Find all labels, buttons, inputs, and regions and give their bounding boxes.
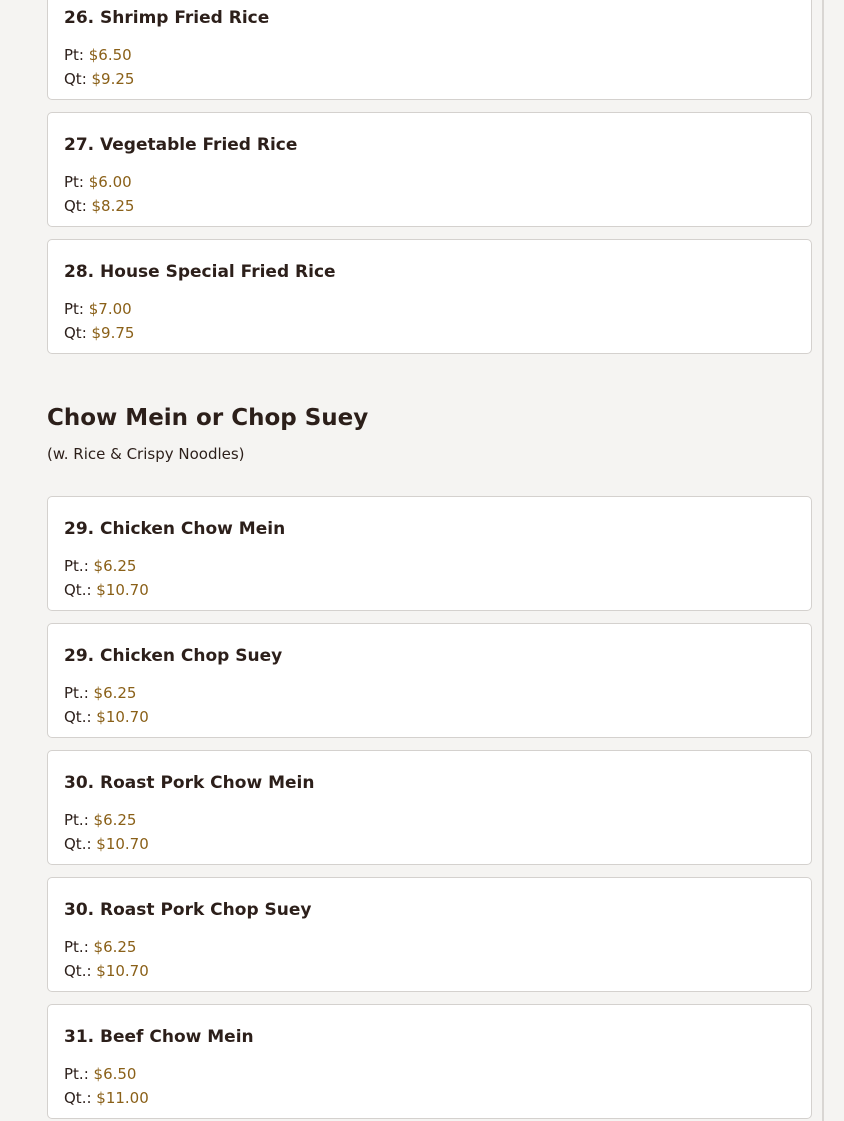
quart-label: Qt.: xyxy=(64,1089,97,1107)
menu-item-title: 31. Beef Chow Mein xyxy=(64,1027,254,1047)
quart-price-line xyxy=(64,708,149,726)
menu-item-card[interactable] xyxy=(47,496,812,611)
pint-price: $6.25 xyxy=(93,684,137,702)
menu-item-card[interactable] xyxy=(47,239,812,354)
quart-label: Qt: xyxy=(64,324,92,342)
quart-price: $10.70 xyxy=(96,581,149,599)
pint-price: $6.50 xyxy=(88,46,132,64)
pint-price: $6.00 xyxy=(88,173,132,191)
pint-label: Pt.: xyxy=(64,684,94,702)
quart-label: Qt.: xyxy=(64,708,97,726)
quart-price-line xyxy=(64,1089,149,1107)
pint-label: Pt.: xyxy=(64,557,94,575)
quart-price: $10.70 xyxy=(96,962,149,980)
quart-price-line xyxy=(64,197,134,215)
pint-price-line xyxy=(64,684,136,702)
menu-content xyxy=(47,0,812,1121)
quart-price: $9.25 xyxy=(91,70,135,88)
menu-item-title: 28. House Special Fried Rice xyxy=(64,262,336,282)
quart-price-line xyxy=(64,70,134,88)
quart-price: $10.70 xyxy=(96,708,149,726)
pint-price: $6.25 xyxy=(93,938,137,956)
page-right-border xyxy=(822,0,824,1121)
pint-price-line xyxy=(64,557,136,575)
section-subtitle: (w. Rice & Crispy Noodles) xyxy=(47,445,245,463)
quart-price-line xyxy=(64,835,149,853)
quart-label: Qt: xyxy=(64,197,92,215)
menu-item-title: 29. Chicken Chop Suey xyxy=(64,646,283,666)
pint-label: Pt: xyxy=(64,300,89,318)
section-title: Chow Mein or Chop Suey xyxy=(47,405,369,431)
menu-item-card[interactable] xyxy=(47,1004,812,1119)
menu-item-title: 26. Shrimp Fried Rice xyxy=(64,8,270,28)
menu-item-title: 30. Roast Pork Chow Mein xyxy=(64,773,315,793)
quart-price: $11.00 xyxy=(96,1089,149,1107)
pint-price-line xyxy=(64,938,136,956)
quart-label: Qt.: xyxy=(64,962,97,980)
pint-price: $7.00 xyxy=(88,300,132,318)
menu-item-card[interactable] xyxy=(47,112,812,227)
menu-item-title: 30. Roast Pork Chop Suey xyxy=(64,900,312,920)
pint-label: Pt.: xyxy=(64,938,94,956)
quart-label: Qt: xyxy=(64,70,92,88)
pint-label: Pt: xyxy=(64,46,89,64)
quart-price-line xyxy=(64,962,149,980)
quart-price-line xyxy=(64,324,134,342)
menu-item-title: 27. Vegetable Fried Rice xyxy=(64,135,298,155)
quart-price: $9.75 xyxy=(91,324,135,342)
menu-item-card[interactable] xyxy=(47,750,812,865)
pint-price-line xyxy=(64,46,132,64)
pint-price-line xyxy=(64,1065,136,1083)
quart-label: Qt.: xyxy=(64,581,97,599)
quart-price-line xyxy=(64,581,149,599)
pint-label: Pt.: xyxy=(64,811,94,829)
quart-price: $10.70 xyxy=(96,835,149,853)
pint-price-line xyxy=(64,300,132,318)
section-header xyxy=(47,366,812,496)
menu-item-card[interactable] xyxy=(47,877,812,992)
quart-price: $8.25 xyxy=(91,197,135,215)
menu-item-title: 29. Chicken Chow Mein xyxy=(64,519,286,539)
menu-item-card[interactable] xyxy=(47,0,812,100)
pint-price-line xyxy=(64,173,132,191)
menu-item-card[interactable] xyxy=(47,623,812,738)
pint-price-line xyxy=(64,811,136,829)
pint-price: $6.25 xyxy=(93,811,137,829)
pint-price: $6.25 xyxy=(93,557,137,575)
pint-label: Pt.: xyxy=(64,1065,94,1083)
pint-price: $6.50 xyxy=(93,1065,137,1083)
pint-label: Pt: xyxy=(64,173,89,191)
quart-label: Qt.: xyxy=(64,835,97,853)
